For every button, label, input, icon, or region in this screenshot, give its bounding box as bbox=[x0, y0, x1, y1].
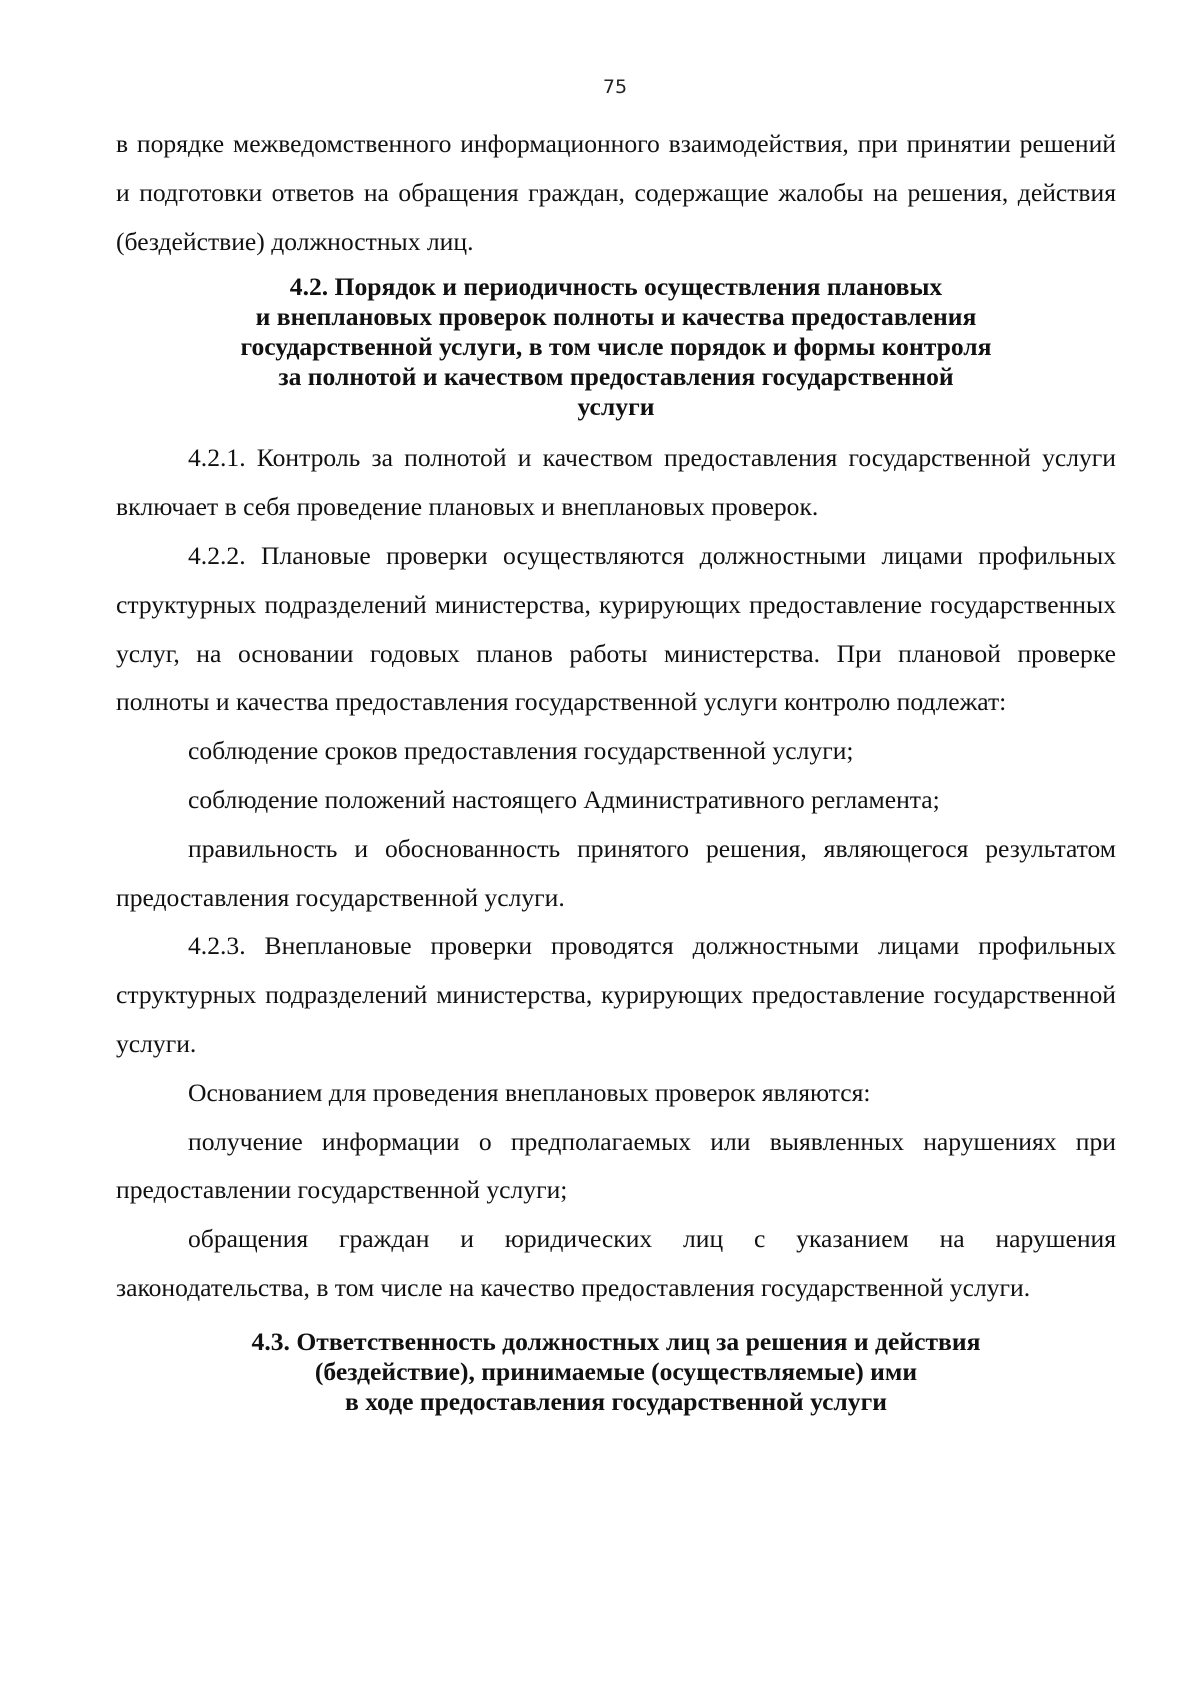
page-number: 75 bbox=[602, 76, 628, 98]
list-item-regulations: соблюдение положений настоящего Административного регламента; bbox=[188, 784, 940, 814]
heading-line: в ходе предоставления государственной услуги bbox=[345, 1386, 887, 1416]
heading-line: государственной услуги, в том числе порядок и формы контроля bbox=[240, 332, 992, 362]
paragraph-4-2-1: 4.2.1. Контроль за полнотой и качеством предоставления государственной услуги включает в себя проведение плановых и внеплановых проверок. bbox=[116, 443, 1116, 522]
heading-line: и внеплановых проверок полноты и качества предоставления bbox=[255, 302, 977, 332]
page-body bbox=[116, 120, 1116, 1417]
heading-line: за полнотой и качеством предоставления государственной bbox=[278, 362, 954, 392]
grounds-intro: Основанием для проведения внеплановых проверок являются: bbox=[188, 1077, 871, 1107]
heading-line: 4.2. Порядок и периодичность осуществления плановых bbox=[289, 272, 943, 302]
heading-line: (бездействие), принимаемые (осуществляемые) ими bbox=[314, 1356, 918, 1386]
heading-line: 4.3. Ответственность должностных лиц за решения и действия bbox=[251, 1326, 981, 1356]
paragraph-4-2-2: 4.2.2. Плановые проверки осуществляются должностными лицами профильных структурных подразделений министерства, курирующих предоставление государственных услуг, на основании годовых планов работы министерства. При плановой проверке полноты и качества предоставления государственной услуги контролю подлежат: bbox=[116, 540, 1116, 717]
intro-paragraph: в порядке межведомственного информационного взаимодействия, при принятии решений и подготовки ответов на обращения граждан, содержащие жалобы на решения, действия (бездействие) должностных лиц. bbox=[116, 129, 1116, 256]
list-item-violation-info: получение информации о предполагаемых или выявленных нарушениях при предоставлении государственной услуги; bbox=[116, 1126, 1116, 1205]
list-item-decision-validity: правильность и обоснованность принятого решения, являющегося результатом предоставления государственной услуги. bbox=[116, 833, 1116, 912]
heading-line: услуги bbox=[577, 392, 655, 422]
list-item-citizen-appeals: обращения граждан и юридических лиц с указанием на нарушения законодательства, в том числе на качество предоставления государственной услуги. bbox=[116, 1224, 1116, 1302]
section-heading-4-3 bbox=[116, 1327, 1116, 1417]
paragraph-4-2-3: 4.2.3. Внеплановые проверки проводятся должностными лицами профильных структурных подразделений министерства, курирующих предоставление государственной услуги. bbox=[116, 931, 1116, 1058]
list-item-deadlines: соблюдение сроков предоставления государственной услуги; bbox=[188, 736, 854, 766]
section-heading-4-2 bbox=[116, 272, 1116, 422]
